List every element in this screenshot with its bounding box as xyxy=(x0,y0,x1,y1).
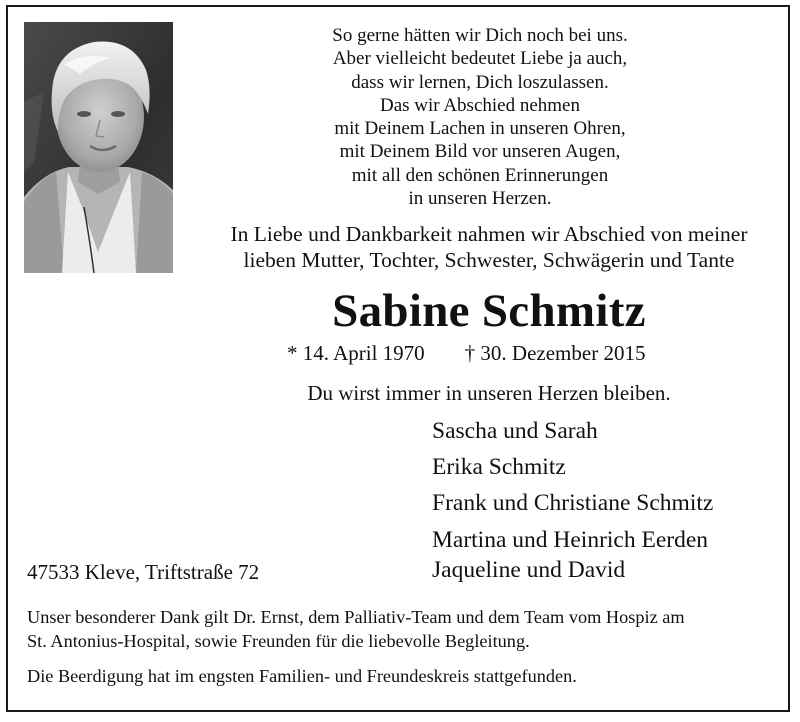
portrait-photo xyxy=(24,22,173,273)
mourner-name: Sascha und Sarah xyxy=(432,418,598,444)
mourner-name: Frank und Christiane Schmitz xyxy=(432,490,714,516)
deceased-name: Sabine Schmitz xyxy=(332,285,646,337)
memory-line: Du wirst immer in unseren Herzen bleiben. xyxy=(307,381,671,405)
family-address: 47533 Kleve, Triftstraße 72 xyxy=(27,560,260,584)
thanks-line: Unser besonderer Dank gilt Dr. Ernst, dem Palliativ-Team und dem Team vom Hospiz am xyxy=(27,607,685,627)
poem-line: Das wir Abschied nehmen xyxy=(380,94,580,116)
memorial-poem xyxy=(210,24,750,210)
poem-line: dass wir lernen, Dich loszulassen. xyxy=(351,71,609,93)
death-date: † 30. Dezember 2015 xyxy=(464,341,646,365)
poem-line: So gerne hätten wir Dich noch bei uns. xyxy=(332,25,628,46)
mourner-name: Erika Schmitz xyxy=(432,454,566,480)
farewell-intro xyxy=(196,221,782,273)
poem-line: mit Deinem Bild vor unseren Augen, xyxy=(339,141,621,163)
poem-line: in unseren Herzen. xyxy=(408,188,552,210)
funeral-note: Die Beerdigung hat im engsten Familien- und Freundeskreis stattgefunden. xyxy=(27,666,577,686)
birth-date: * 14. April 1970 xyxy=(287,341,425,365)
mourner-name: Jaqueline und David xyxy=(432,557,626,583)
poem-line: mit Deinem Lachen in unseren Ohren, xyxy=(334,118,626,140)
thanks-paragraph xyxy=(27,605,787,653)
poem-line: mit all den schönen Erinnerungen xyxy=(351,164,609,186)
intro-line: In Liebe und Dankbarkeit nahmen wir Abschied von meiner xyxy=(230,222,748,246)
thanks-line: St. Antonius-Hospital, sowie Freunden für die liebevolle Begleitung. xyxy=(27,631,530,651)
intro-line: lieben Mutter, Tochter, Schwester, Schwägerin und Tante xyxy=(243,248,735,272)
mourner-name: Martina und Heinrich Eerden xyxy=(432,527,709,553)
poem-line: Aber vielleicht bedeutet Liebe ja auch, xyxy=(332,48,628,70)
life-dates xyxy=(287,340,645,366)
